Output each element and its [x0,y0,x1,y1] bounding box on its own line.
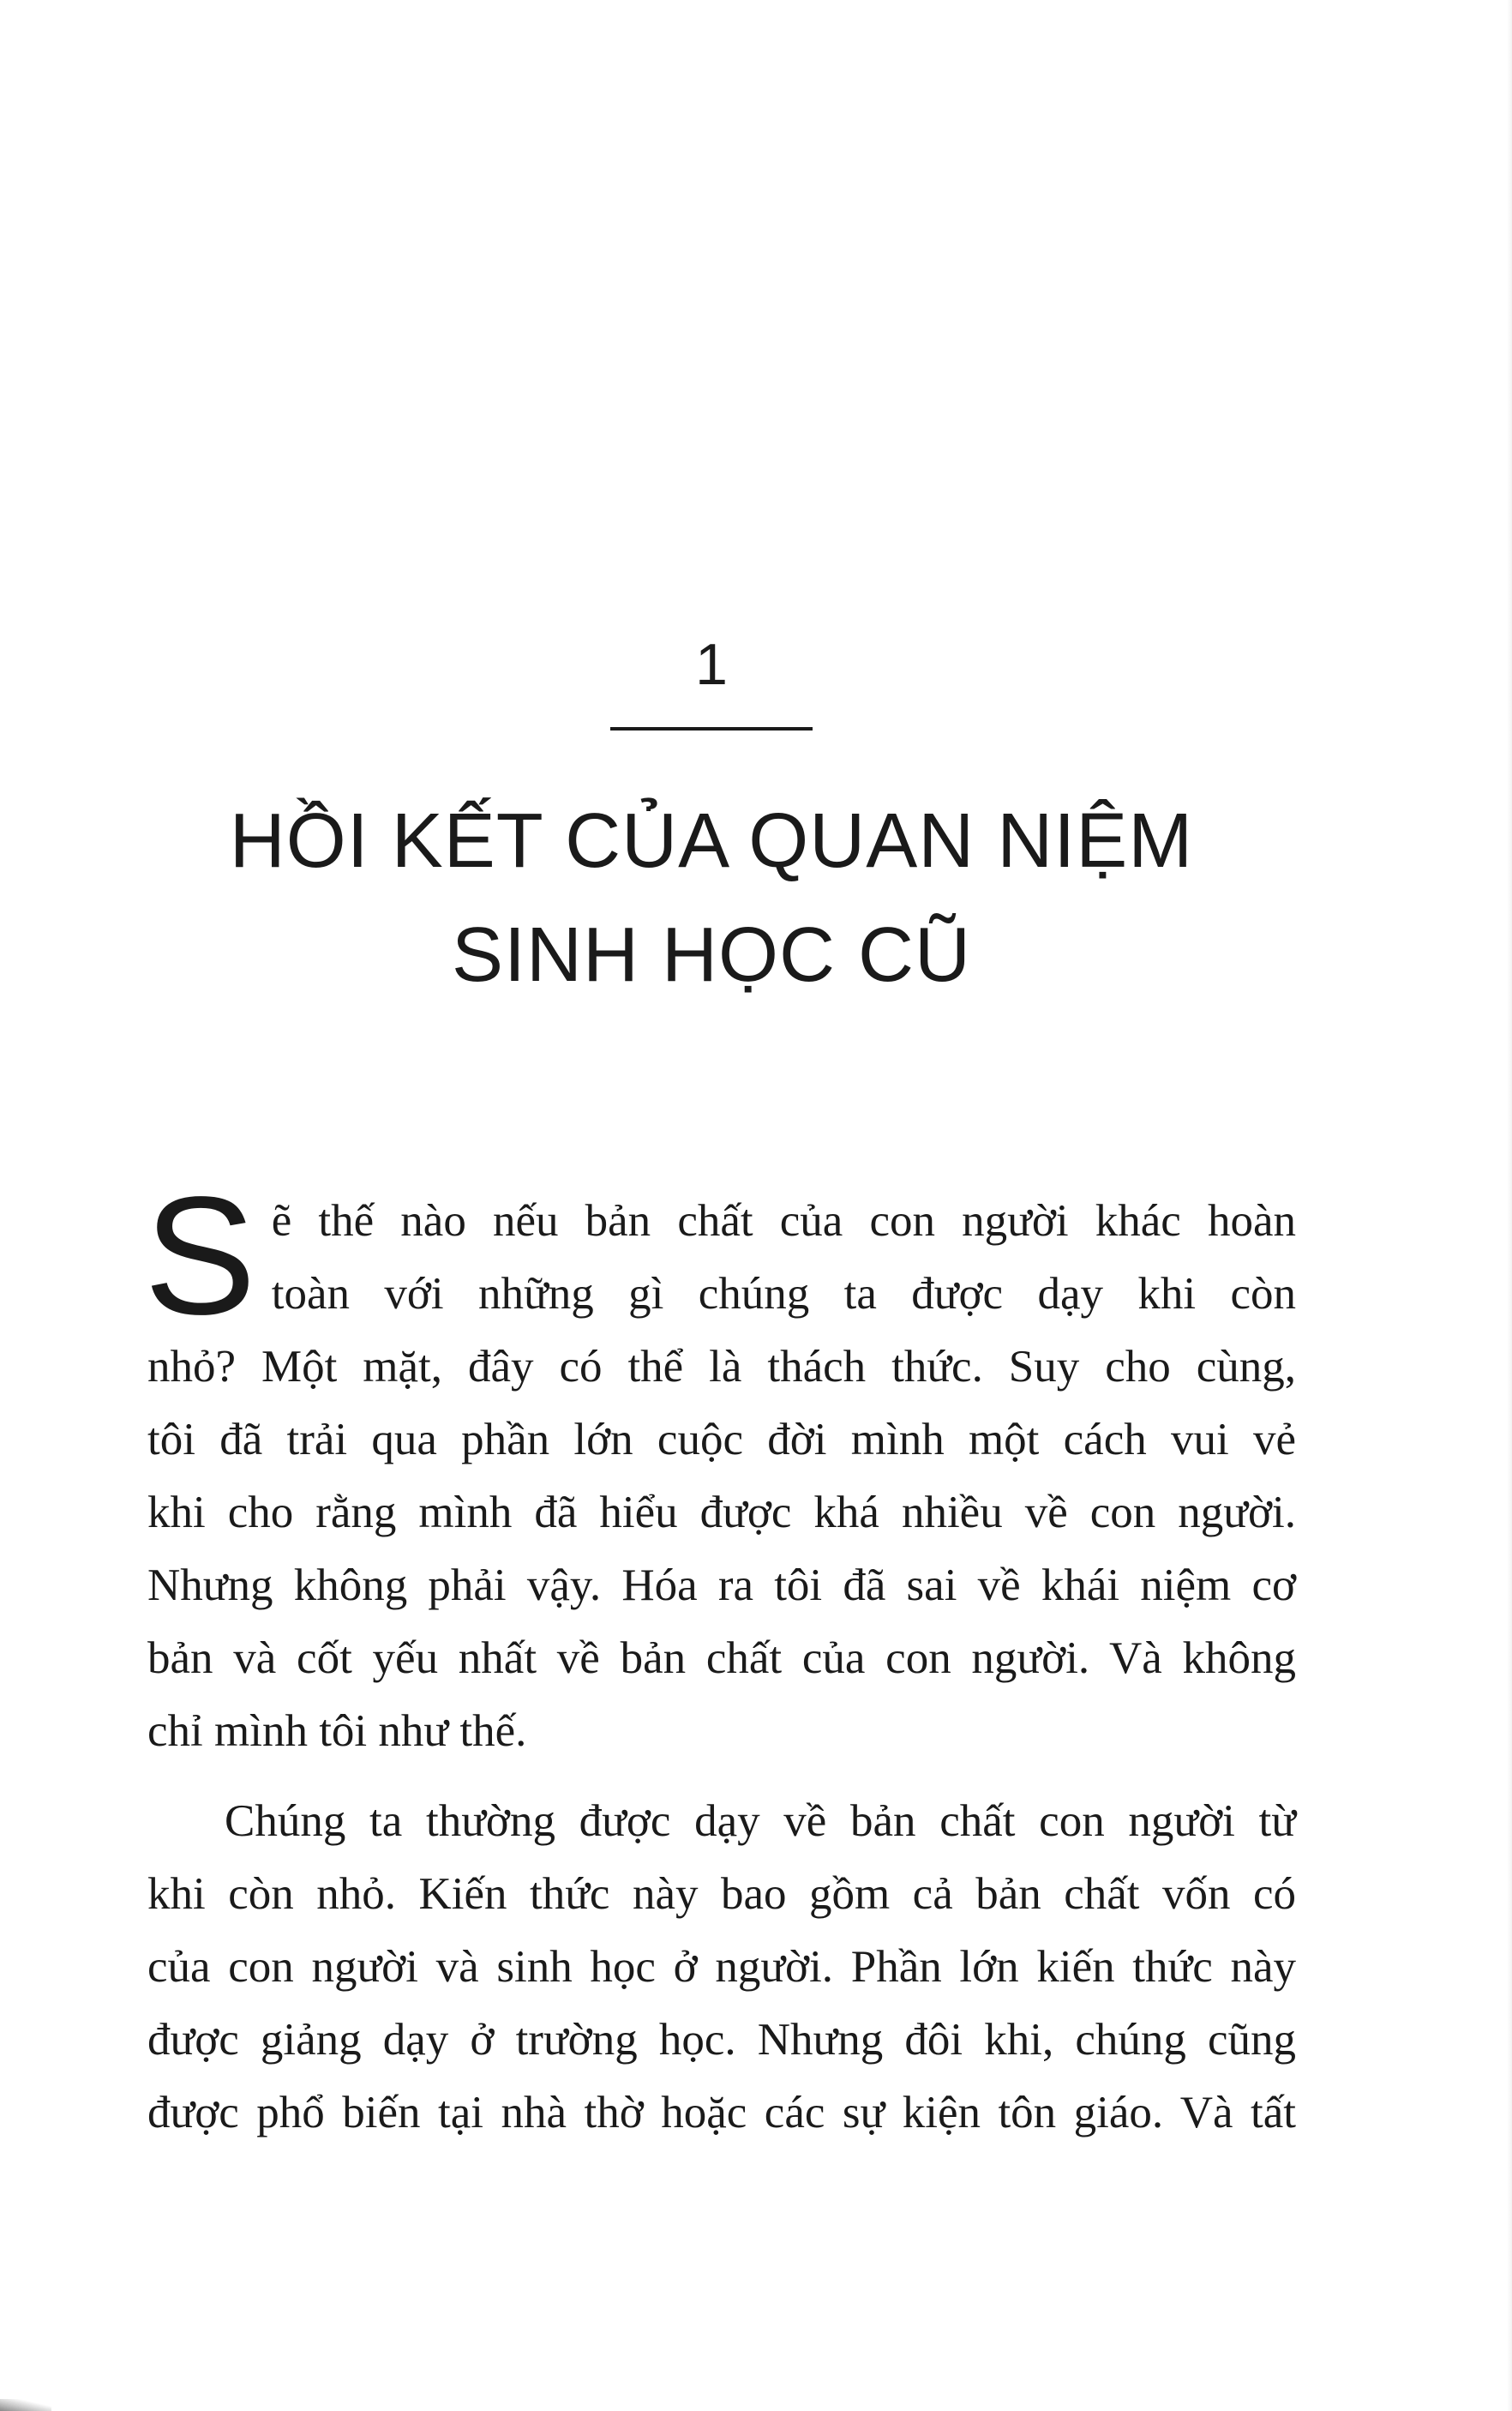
chapter-title [0,785,1423,1013]
text-line: bản và cốt yếu nhất về bản chất của con người. Và không [147,1633,1296,1683]
paragraph-1 [144,1162,1296,1768]
paragraph-2 [147,1785,1296,2149]
text-line: được phổ biến tại nhà thờ hoặc các sự kiện tôn giáo. Và tất [147,2088,1296,2137]
text-line: được giảng dạy ở trường học. Nhưng đôi khi, chúng cũng [147,2015,1296,2065]
text-line: toàn với những gì chúng ta được dạy khi còn [271,1269,1296,1319]
text-line: khi còn nhỏ. Kiến thức này bao gồm cả bản chất vốn có [147,1869,1296,1919]
text-line: chỉ mình tôi như thế. [147,1706,527,1756]
text-line: Chúng ta thường được dạy về bản chất con người từ [225,1796,1296,1846]
text-line: nhỏ? Một mặt, đây có thể là thách thức. Suy cho cùng, [147,1342,1296,1392]
scan-corner-shadow [0,2399,51,2411]
text-line: tôi đã trải qua phần lớn cuộc đời mình một cách vui vẻ [147,1415,1296,1464]
text-line: khi cho rằng mình đã hiểu được khá nhiều về con người. [147,1488,1296,1537]
text-line: ẽ thế nào nếu bản chất của con người khác hoàn [271,1196,1296,1246]
body-text [144,1162,1296,2149]
chapter-title-line-2: SINH HỌC CŨ [451,912,972,998]
drop-cap: S [144,1162,256,1350]
scan-edge-shadow [1507,0,1512,2411]
text-line: Nhưng không phải vậy. Hóa ra tôi đã sai về khái niệm cơ [147,1560,1296,1610]
chapter-divider [610,727,813,731]
chapter-number: 1 [695,632,728,697]
chapter-title-line-1: HỒI KẾT CỦA QUAN NIỆM [229,798,1194,884]
text-line: của con người và sinh học ở người. Phần lớn kiến thức này [147,1942,1296,1992]
